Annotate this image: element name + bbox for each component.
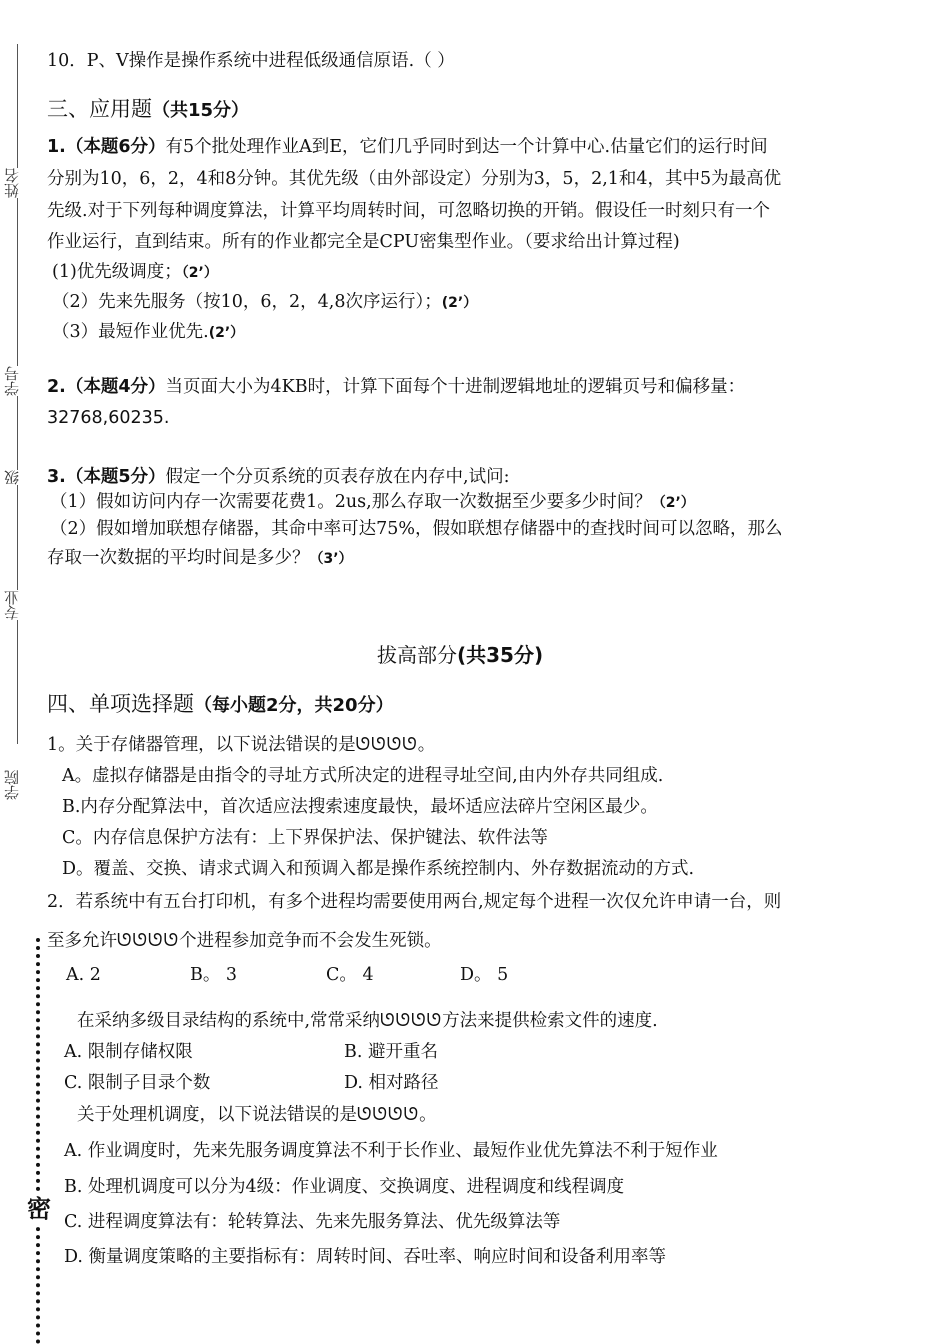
- advanced-heading: [377, 644, 543, 666]
- app-q2-head: 2.（本题4分）: [47, 377, 166, 397]
- app-q1-sub3-score: (2’）: [208, 325, 245, 341]
- mc2-option-a: A. 2: [66, 965, 101, 985]
- app-q1-sub1: [52, 261, 218, 284]
- mc4-stem-a: 关于处理机调度，以下说法错误的是: [77, 1105, 357, 1125]
- mc3-option-b: B. 避开重名: [344, 1042, 438, 1062]
- mc2-stem2: [47, 930, 442, 952]
- section-4-score: （每小题2分，共20分）: [194, 695, 394, 716]
- mc3-option-d: D. 相对路径: [344, 1073, 439, 1093]
- app-q1-line1: [47, 136, 768, 158]
- mc3-stem: [77, 1010, 658, 1032]
- app-q1-head: 1.（本题6分）: [47, 137, 166, 157]
- advanced-score: (共35分): [457, 643, 544, 667]
- app-q3-sub2b-text: 存取一次数据的平均时间是多少？: [47, 548, 310, 568]
- mc1-option-b: B.内存分配算法中，首次适应法搜索速度最快，最坏适应法碎片空闲区最少。: [62, 797, 658, 817]
- app-q1-line3: 先级.对于下列每种调度算法，计算平均周转时间，可忽略切换的开销。假设任一时刻只有一个: [47, 201, 771, 221]
- section-3-title: 三、应用题: [47, 97, 152, 121]
- seal-dotted-line: [36, 938, 40, 1344]
- app-q3-head: 3.（本题5分）: [47, 467, 166, 487]
- app-q1-line4: 作业运行，直到结束。所有的作业都完全是CPU密集型作业。（要求给出计算过程): [47, 232, 680, 252]
- seal-label: 密: [27, 1194, 51, 1223]
- mc4-blank: ᘎᘎᘎᘎ: [357, 1105, 420, 1125]
- grade-label: 级: [3, 470, 21, 485]
- app-q1-text1: 有5个批处理作业A到E，它们几乎同时到达一个计算中心.估量它们的运行时间: [165, 137, 768, 157]
- mc1-stem-text: 1。关于存储器管理，以下说法错误的是: [47, 735, 356, 755]
- mc2-option-b: B。 3: [190, 965, 238, 985]
- question-10-text: 10．P、V操作是操作系统中进程低级通信原语.（ ）: [47, 51, 455, 71]
- section-4-heading: [47, 693, 394, 717]
- section-3-score: （共15分）: [152, 100, 250, 121]
- mc1-stem: [47, 734, 435, 756]
- section-3-heading: [47, 98, 249, 122]
- app-q2-text1: 当页面大小为4KB时，计算下面每个十进制逻辑地址的逻辑页号和偏移量：: [165, 377, 746, 397]
- app-q1-sub2: [52, 291, 477, 314]
- mc3-stem-b: 方法来提供检索文件的速度.: [442, 1011, 658, 1031]
- app-q1-sub1-score: （2’）: [181, 265, 218, 281]
- name-label: 姓名: [3, 168, 21, 198]
- app-q2-line1: [47, 376, 745, 398]
- app-q3-sub1: [50, 491, 695, 514]
- mc4-option-c: C. 进程调度算法有：轮转算法、先来先服务算法、优先级算法等: [64, 1212, 561, 1232]
- mc4-option-a: A. 作业调度时，先来先服务调度算法不利于长作业、最短作业优先算法不利于短作业: [64, 1141, 718, 1161]
- mc2-stem1: 2．若系统中有五台打印机，有多个进程均需要使用两台,规定每个进程一次仅允许申请一台，则: [47, 892, 782, 912]
- mc1-stem-end: 。: [417, 735, 436, 755]
- app-q1-line2: 分别为10，6，2，4和8分钟。其优先级（由外部设定）分别为3，5，2,1和4，其中5为最高优: [47, 169, 782, 189]
- app-q3-sub2: （2）假如增加联想存储器，其命中率可达75%，假如联想存储器中的查找时间可以忽略，那么: [50, 519, 783, 539]
- mc4-option-d: D. 衡量调度策略的主要指标有：周转时间、吞吐率、响应时间和设备利用率等: [64, 1247, 667, 1267]
- app-q1-sub3-text: （3）最短作业优先.: [52, 322, 209, 342]
- mc2-stem2-a: 至多允许: [47, 931, 117, 951]
- app-q3-sub1-text: （1）假如访问内存一次需要花费1。2us,那么存取一次数据至少要多少时间？: [50, 492, 652, 512]
- app-q1-sub3: [52, 321, 244, 344]
- major-label: 专业: [3, 590, 21, 620]
- mc3-option-a: A. 限制存储权限: [64, 1042, 193, 1062]
- mc4-stem-end: 。: [419, 1105, 437, 1125]
- mc1-option-d: D。覆盖、交换、请求式调入和预调入都是操作系统控制内、外存数据流动的方式.: [62, 859, 695, 879]
- mc1-option-c: C。内存信息保护方法有：上下界保护法、保护键法、软件法等: [62, 828, 548, 848]
- mc2-stem2-b: 个进程参加竞争而不会发生死锁。: [179, 931, 442, 951]
- app-q3-sub2b: [47, 547, 353, 570]
- mc3-option-c: C. 限制子目录个数: [64, 1073, 211, 1093]
- app-q1-sub2-text: （2）先来先服务（按10，6，2，4,8次序运行）；: [52, 292, 442, 312]
- app-q3-text1: 假定一个分页系统的页表存放在内存中,试问:: [165, 467, 510, 487]
- app-q1-sub1-text: (1)优先级调度；: [52, 262, 182, 282]
- mc1-option-a: A。虚拟存储器是由指令的寻址方式所决定的进程寻址空间,由内外存共同组成.: [62, 766, 664, 786]
- mc4-stem: [77, 1104, 437, 1126]
- mc2-option-c: C。 4: [326, 965, 374, 985]
- college-label: 学院: [3, 770, 21, 800]
- app-q3-sub2-score: （3’）: [309, 551, 353, 567]
- section-4-title: 四、单项选择题: [47, 692, 194, 716]
- mc3-blank: ᘎᘎᘎᘎ: [380, 1011, 443, 1031]
- app-q3-sub1-score: （2’）: [651, 495, 695, 511]
- mc2-blank: ᘎᘎᘎᘎ: [117, 931, 180, 951]
- mc3-stem-a: 在采纳多级目录结构的系统中,常常采纳: [77, 1011, 381, 1031]
- app-q2-line2: 32768,60235.: [47, 408, 170, 428]
- mc1-blank: ᘎᘎᘎᘎ: [355, 735, 418, 755]
- mc2-option-d: D。 5: [460, 965, 509, 985]
- app-q1-sub2-score: (2’）: [441, 295, 478, 311]
- advanced-title: 拔高部分: [377, 643, 457, 667]
- mc4-option-b: B. 处理机调度可以分为4级：作业调度、交换调度、进程调度和线程调度: [64, 1177, 625, 1197]
- app-q3-line1: [47, 466, 509, 488]
- question-10: [47, 50, 455, 72]
- student-id-label: 学号: [3, 366, 21, 396]
